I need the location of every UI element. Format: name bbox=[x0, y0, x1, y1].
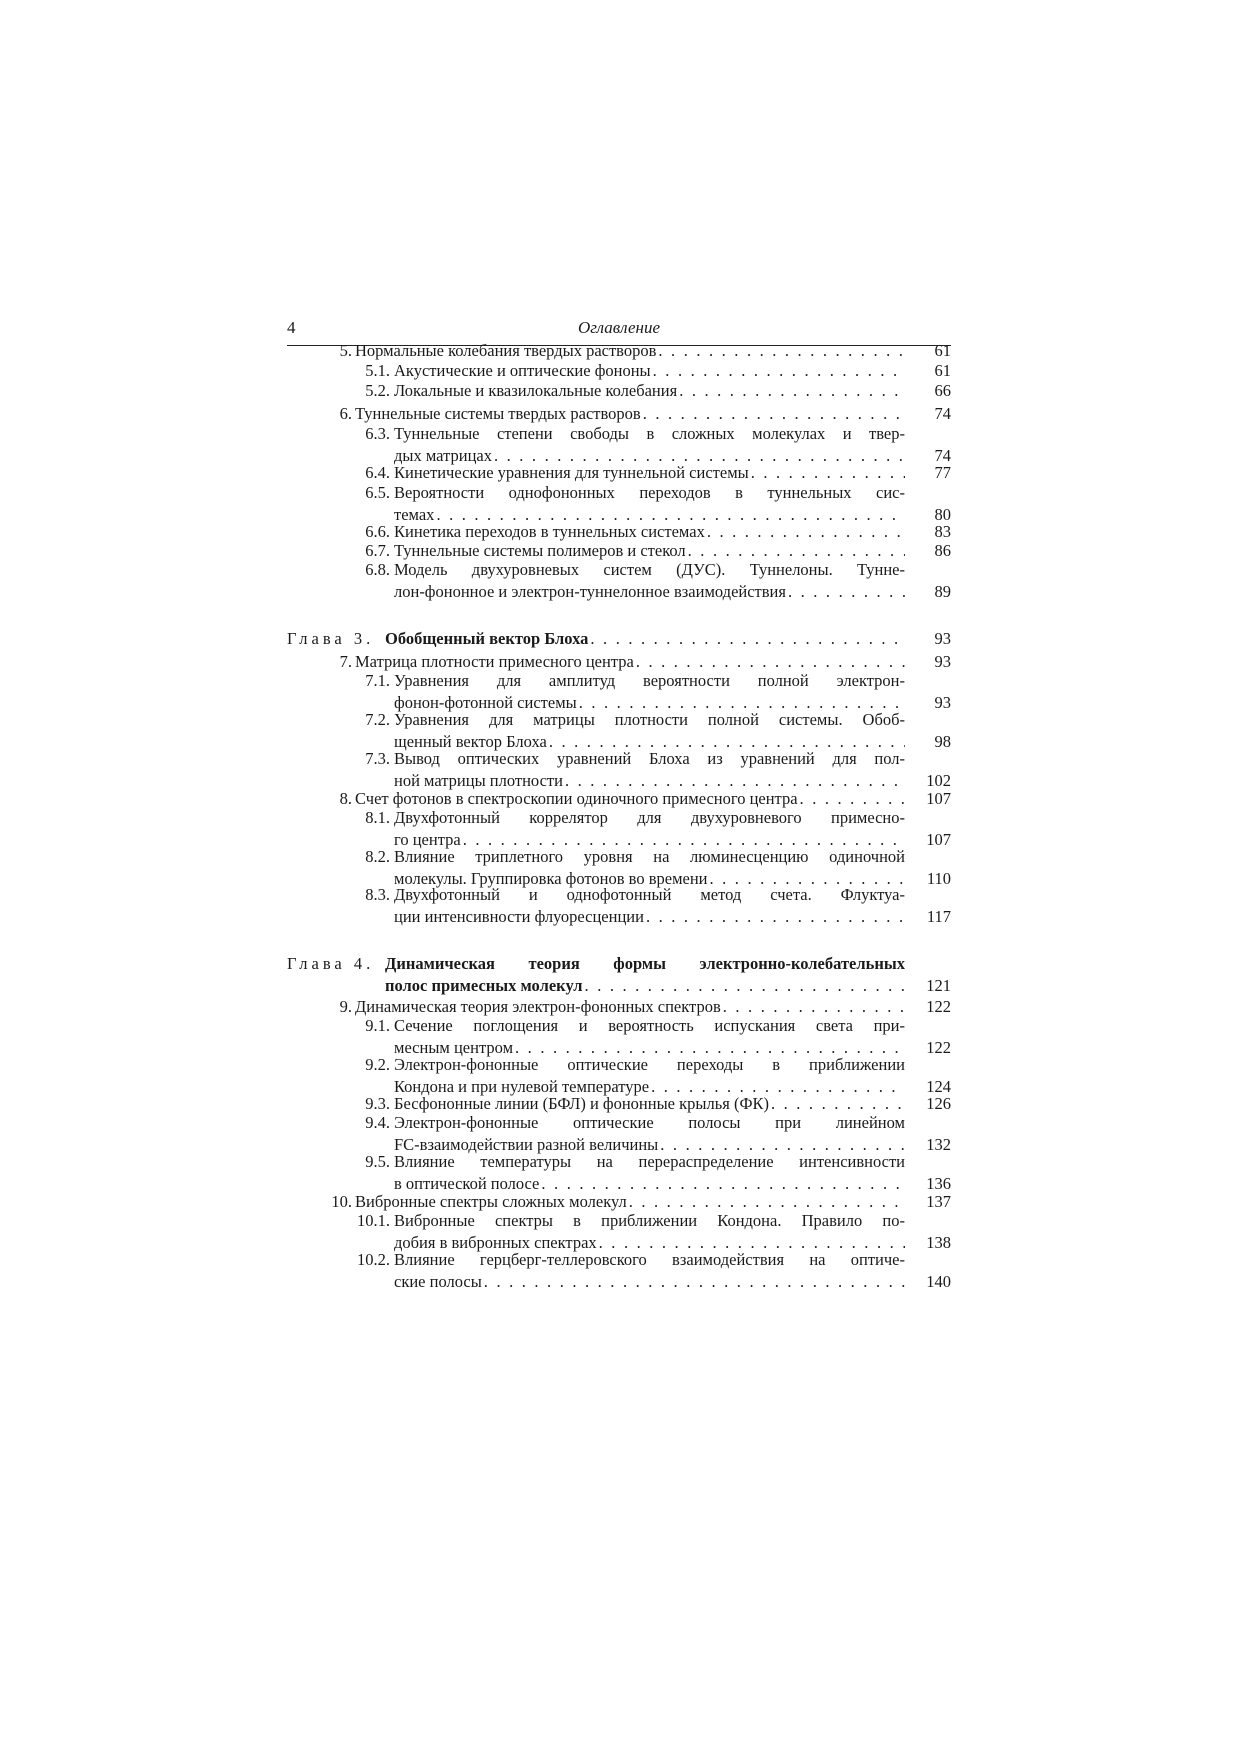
dot-leader bbox=[679, 380, 905, 402]
dot-leader bbox=[751, 462, 905, 484]
page-ref: 83 bbox=[934, 522, 951, 541]
title-line: Кинетика переходов в туннельных системах bbox=[394, 522, 705, 541]
page-ref: 122 bbox=[926, 1037, 951, 1057]
entry-title bbox=[394, 1112, 905, 1155]
page-ref: 140 bbox=[926, 1271, 951, 1291]
page-ref: 137 bbox=[926, 1192, 951, 1211]
entry-title bbox=[394, 1249, 905, 1292]
subsection-number: 9.4. bbox=[365, 1113, 390, 1132]
section-number: 5. bbox=[339, 341, 352, 360]
entry-title bbox=[394, 709, 905, 752]
toc-subsection[interactable] bbox=[287, 360, 951, 382]
title-line: дых матрицах bbox=[394, 445, 492, 465]
subsection-number: 6.8. bbox=[365, 560, 390, 579]
entry-title bbox=[385, 953, 905, 996]
subsection-number: 5.1. bbox=[365, 361, 390, 380]
subsection-number: 6.6. bbox=[365, 522, 390, 541]
page-ref: 124 bbox=[926, 1076, 951, 1096]
entry-title bbox=[394, 1015, 905, 1058]
title-line: темах bbox=[394, 504, 435, 524]
title-line: щенный вектор Блоха bbox=[394, 731, 547, 751]
page-ref: 74 bbox=[934, 404, 951, 423]
title-line: Кондона и при нулевой температуре bbox=[394, 1076, 650, 1096]
entry-title bbox=[385, 628, 905, 650]
title-line: Туннельные степени свободы в сложных молекулах и твер- bbox=[394, 424, 905, 443]
toc-subsection[interactable] bbox=[287, 1015, 951, 1058]
dot-leader bbox=[585, 975, 905, 997]
title-line: Влияние триплетного уровня на люминесценцию одиночной bbox=[394, 847, 905, 866]
entry-title bbox=[394, 462, 905, 484]
page-ref: 102 bbox=[926, 770, 951, 790]
dot-leader bbox=[590, 628, 905, 650]
page-ref: 121 bbox=[926, 975, 951, 995]
title-line: Сечение поглощения и вероятность испускания света при- bbox=[394, 1016, 905, 1035]
title-line: добия в вибронных спектрах bbox=[394, 1232, 597, 1252]
toc-subsection[interactable] bbox=[287, 1249, 951, 1292]
title-line: Вибронные спектры сложных молекул bbox=[355, 1192, 627, 1211]
entry-title bbox=[394, 884, 905, 927]
title-line: Электрон-фононные оптические переходы в приближении bbox=[394, 1055, 905, 1074]
title-line: FC-взаимодействии разной величины bbox=[394, 1134, 659, 1154]
title-line: Динамическая теория электрон-фононных спектров bbox=[355, 997, 721, 1016]
page-ref: 138 bbox=[926, 1232, 951, 1252]
title-line: Бесфононные линии (БФЛ) и фононные крылья (ФК) bbox=[394, 1094, 769, 1113]
subsection-number: 10.2. bbox=[357, 1250, 390, 1269]
subsection-number: 7.2. bbox=[365, 710, 390, 729]
page-ref: 107 bbox=[926, 829, 951, 849]
dot-leader bbox=[653, 360, 905, 382]
toc-subsection[interactable] bbox=[287, 423, 951, 466]
subsection-number: 6.4. bbox=[365, 463, 390, 482]
subsection-number: 7.1. bbox=[365, 671, 390, 690]
entry-title bbox=[394, 1151, 905, 1194]
toc-chapter[interactable] bbox=[287, 628, 951, 650]
title-line: ной матрицы плотности bbox=[394, 770, 563, 790]
dot-leader bbox=[788, 581, 905, 603]
section-number: 7. bbox=[339, 652, 352, 671]
page-ref: 93 bbox=[934, 692, 951, 712]
dot-leader bbox=[658, 340, 905, 362]
page-ref: 117 bbox=[926, 906, 951, 926]
title-line: Уравнения для матрицы плотности полной системы. Обоб- bbox=[394, 710, 905, 729]
page-ref: 107 bbox=[926, 789, 951, 808]
title-line: полос примесных молекул bbox=[385, 975, 583, 995]
entry-title bbox=[394, 559, 905, 602]
subsection-number: 8.3. bbox=[365, 885, 390, 904]
title-line: Туннельные системы полимеров и стекол bbox=[394, 541, 686, 560]
subsection-number: 10.1. bbox=[357, 1211, 390, 1230]
page-ref: 93 bbox=[934, 652, 951, 671]
toc-chapter[interactable] bbox=[287, 953, 951, 996]
entry-title bbox=[394, 482, 905, 525]
title-line: Влияние температуры на перераспределение интенсивности bbox=[394, 1152, 905, 1171]
running-title: Оглавление bbox=[577, 318, 661, 337]
entry-title bbox=[394, 807, 905, 850]
subsection-number: 6.3. bbox=[365, 424, 390, 443]
page-ref: 86 bbox=[934, 541, 951, 560]
toc-section[interactable] bbox=[287, 403, 951, 425]
page-ref: 93 bbox=[934, 629, 951, 648]
title-line: Обобщенный вектор Блоха bbox=[385, 629, 589, 648]
toc-subsection[interactable] bbox=[287, 670, 951, 713]
subsection-number: 9.2. bbox=[365, 1055, 390, 1074]
title-line: Уравнения для амплитуд вероятности полной электрон- bbox=[394, 671, 905, 690]
title-line: Модель двухуровневых систем (ДУС). Туннелоны. Тунне- bbox=[394, 560, 905, 579]
title-line: Вероятности однофононных переходов в туннельных сис- bbox=[394, 483, 905, 502]
title-line: молекулы. Группировка фотонов во времени bbox=[394, 868, 708, 888]
toc-subsection[interactable] bbox=[287, 1151, 951, 1194]
entry-title bbox=[394, 380, 905, 402]
page-ref: 98 bbox=[934, 731, 951, 751]
title-line: фонон-фотонной системы bbox=[394, 692, 577, 712]
chapter-label: Глава 3. bbox=[287, 629, 375, 648]
toc-subsection[interactable] bbox=[287, 380, 951, 402]
page-ref: 89 bbox=[934, 581, 951, 601]
subsection-number: 9.3. bbox=[365, 1094, 390, 1113]
toc-subsection[interactable] bbox=[287, 807, 951, 850]
page-ref: 132 bbox=[926, 1134, 951, 1154]
section-number: 6. bbox=[339, 404, 352, 423]
subsection-number: 6.7. bbox=[365, 541, 390, 560]
title-line: Влияние герцберг-теллеровского взаимодействия на оптиче- bbox=[394, 1250, 905, 1269]
toc-subsection[interactable] bbox=[287, 709, 951, 752]
dot-leader bbox=[484, 1271, 905, 1293]
title-line: ции интенсивности флуоресценции bbox=[394, 906, 644, 926]
title-line: Туннельные системы твердых растворов bbox=[355, 404, 641, 423]
entry-title bbox=[355, 403, 905, 425]
subsection-number: 5.2. bbox=[365, 381, 390, 400]
subsection-number: 7.3. bbox=[365, 749, 390, 768]
toc-subsection[interactable] bbox=[287, 748, 951, 791]
title-line: Локальные и квазилокальные колебания bbox=[394, 381, 678, 400]
entry-title bbox=[394, 846, 905, 889]
dot-leader bbox=[646, 906, 905, 928]
title-line: Электрон-фононные оптические полосы при линейном bbox=[394, 1113, 905, 1132]
title-line: го центра bbox=[394, 829, 461, 849]
page bbox=[287, 318, 951, 1291]
dot-leader bbox=[643, 403, 905, 425]
title-line: месным центром bbox=[394, 1037, 514, 1057]
title-line: лон-фононное и электрон-туннелонное взаимодействия bbox=[394, 581, 786, 601]
page-ref: 66 bbox=[934, 381, 951, 400]
toc-subsection[interactable] bbox=[287, 1112, 951, 1155]
section-number: 9. bbox=[339, 997, 352, 1016]
toc-subsection[interactable] bbox=[287, 482, 951, 525]
subsection-number: 8.2. bbox=[365, 847, 390, 866]
title-line: Вывод оптических уравнений Блоха из уравнений для пол- bbox=[394, 749, 905, 768]
subsection-number: 8.1. bbox=[365, 808, 390, 827]
entry-title bbox=[394, 670, 905, 713]
title-line: ские полосы bbox=[394, 1271, 482, 1291]
page-ref: 122 bbox=[926, 997, 951, 1016]
title-line: Кинетические уравнения для туннельной системы bbox=[394, 463, 749, 482]
toc-subsection[interactable] bbox=[287, 884, 951, 927]
title-line: Нормальные колебания твердых растворов bbox=[355, 341, 657, 360]
section-number: 8. bbox=[339, 789, 352, 808]
entry-title bbox=[394, 360, 905, 382]
page-ref: 80 bbox=[934, 504, 951, 524]
entry-title bbox=[394, 748, 905, 791]
page-ref: 61 bbox=[934, 361, 951, 380]
page-ref: 77 bbox=[934, 463, 951, 482]
title-line: Двухфотонный коррелятор для двухуровневого примесно- bbox=[394, 808, 905, 827]
title-line: Матрица плотности примесного центра bbox=[355, 652, 634, 671]
page-ref: 74 bbox=[934, 445, 951, 465]
toc-subsection[interactable] bbox=[287, 1210, 951, 1253]
page-ref: 110 bbox=[926, 868, 951, 888]
toc-subsection[interactable] bbox=[287, 462, 951, 484]
title-line: Счет фотонов в спектроскопии одиночного примесного центра bbox=[355, 789, 798, 808]
chapter-label: Глава 4. bbox=[287, 954, 375, 973]
page-ref: 61 bbox=[934, 341, 951, 360]
entry-title bbox=[394, 1210, 905, 1253]
section-number: 10. bbox=[331, 1192, 352, 1211]
entry-title bbox=[394, 1054, 905, 1097]
toc-subsection[interactable] bbox=[287, 559, 951, 602]
title-line: в оптической полосе bbox=[394, 1173, 540, 1193]
subsection-number: 9.1. bbox=[365, 1016, 390, 1035]
toc-subsection[interactable] bbox=[287, 1054, 951, 1097]
subsection-number: 9.5. bbox=[365, 1152, 390, 1171]
toc-subsection[interactable] bbox=[287, 846, 951, 889]
title-line: Динамическая теория формы электронно-колебательных bbox=[385, 954, 905, 973]
toc-section[interactable] bbox=[287, 340, 951, 362]
title-line: Вибронные спектры в приближении Кондона. Правило по- bbox=[394, 1211, 905, 1230]
subsection-number: 6.5. bbox=[365, 483, 390, 502]
title-line: Двухфотонный и однофотонный метод счета. Флуктуа- bbox=[394, 885, 905, 904]
page-ref: 136 bbox=[926, 1173, 951, 1193]
page-number: 4 bbox=[287, 318, 296, 337]
entry-title bbox=[394, 423, 905, 466]
page-ref: 126 bbox=[926, 1094, 951, 1113]
entry-title bbox=[355, 340, 905, 362]
title-line: Акустические и оптические фононы bbox=[394, 361, 651, 380]
